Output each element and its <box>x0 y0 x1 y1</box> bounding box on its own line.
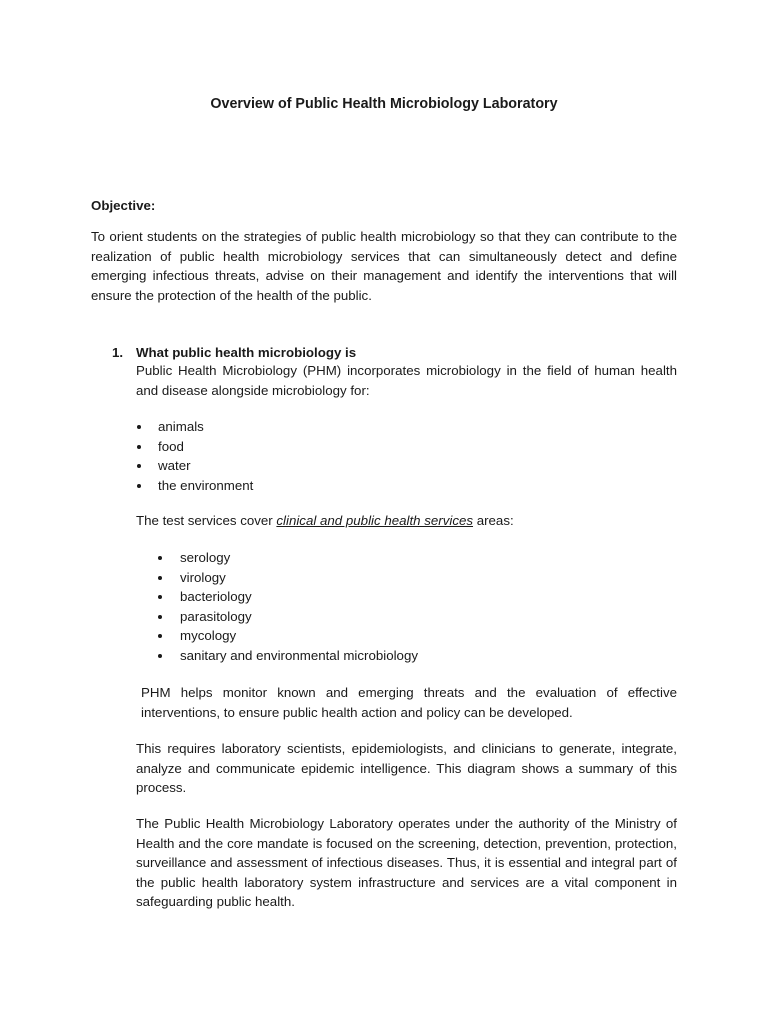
list-item <box>158 548 418 568</box>
list-item <box>158 607 418 627</box>
list-item-text: virology <box>180 569 226 585</box>
tests-prefix: The test services cover <box>136 513 277 528</box>
list-item-text: sanitary and environmental microbiology <box>180 647 418 663</box>
bullet-icon <box>158 556 162 560</box>
test-services-line <box>136 511 514 531</box>
list-item <box>158 587 418 607</box>
bullet-icon <box>137 445 141 449</box>
laboratory-paragraph: The Public Health Microbiology Laboratory operates under the authority of the Ministry of Health and the core mandate is focused on the screening, detection, prevention, protection, surveillance and assessment of infectious diseases. Thus, it is essential and integral part of the public health laboratory system infrastructure and services are a vital component in safeguarding public health. <box>136 816 677 909</box>
bullet-icon <box>137 464 141 468</box>
list-item-text: animals <box>158 419 204 434</box>
phm-paragraph: PHM helps monitor known and emerging threats and the evaluation of effective interventions, to ensure public health action and policy can be developed. <box>141 685 677 720</box>
clinical-services-link[interactable]: clinical and public health services <box>276 513 474 528</box>
bullet-icon <box>137 425 141 429</box>
section-1-heading <box>112 343 356 363</box>
services-list <box>158 548 418 665</box>
list-item-text: bacteriology <box>180 589 252 604</box>
list-item-text: serology <box>180 550 231 565</box>
tests-suffix: areas: <box>473 513 514 528</box>
bullet-icon <box>137 484 141 488</box>
bullet-icon <box>158 615 162 619</box>
bullet-icon <box>158 634 162 638</box>
section-number: 1. <box>112 345 124 360</box>
list-item <box>158 626 418 646</box>
section-heading-text: What public health microbiology is <box>136 345 357 360</box>
bullet-icon <box>158 654 162 658</box>
list-item-text: food <box>158 438 184 454</box>
areas-list <box>137 417 253 495</box>
list-item-text: mycology <box>180 628 237 643</box>
list-item <box>137 476 253 496</box>
section-1-intro: Public Health Microbiology (PHM) incorporates microbiology in the field of human health and disease alongside microbiology for: <box>136 363 677 398</box>
list-item <box>137 437 253 457</box>
bullet-icon <box>158 595 162 599</box>
list-item <box>137 456 253 476</box>
list-item-text: the environment <box>158 477 254 493</box>
bullet-icon <box>158 576 162 580</box>
list-item <box>158 568 418 588</box>
list-item-text: parasitology <box>180 608 252 624</box>
objective-label: Objective: <box>91 198 156 213</box>
list-item <box>137 417 253 437</box>
list-item-text: water <box>158 458 191 473</box>
requirements-paragraph: This requires laboratory scientists, epidemiologists, and clinicians to generate, integrate, analyze and communicate epidemic intelligence. This diagram shows a summary of this process. <box>136 741 677 795</box>
objective-text: To orient students on the strategies of public health microbiology so that they can contribute to the realization of public health microbiology services that can simultaneously detect and define emerging infectious threats, advise on their management and identify the interventions that will ensure the protection of the health of the public. <box>91 229 677 303</box>
document-title: Overview of Public Health Microbiology Laboratory <box>210 96 558 112</box>
list-item <box>158 646 418 666</box>
